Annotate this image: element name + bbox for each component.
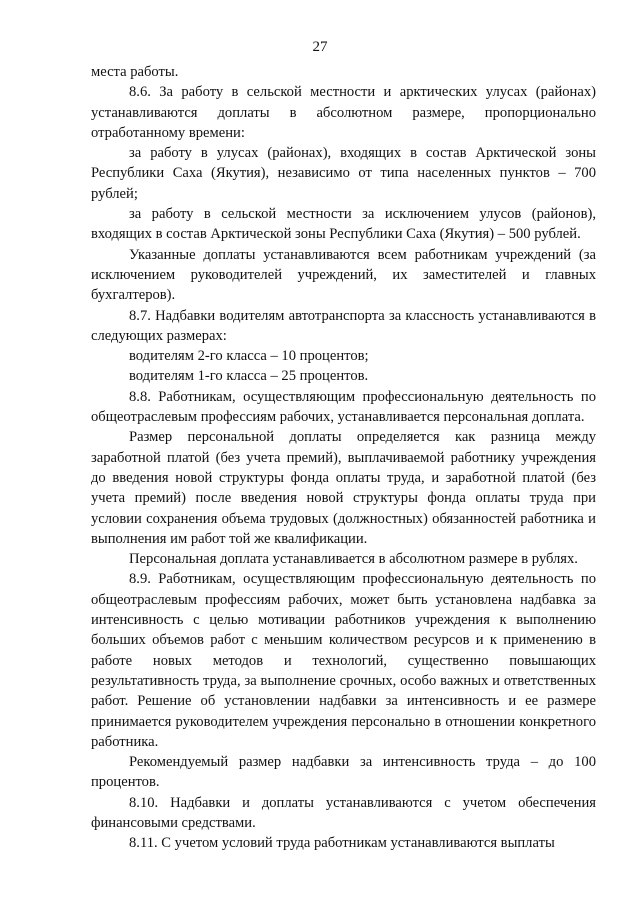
paragraph: 8.11. С учетом условий труда работникам устанавливаются выплаты xyxy=(129,835,555,852)
paragraph: 8.6. За работу в сельской местности и арктических улусах (районах) устанавливаются доплаты в абсолютном размере, пропорционально отработанному времени: xyxy=(91,84,596,141)
paragraph: Рекомендуемый размер надбавки за интенсивность труда – до 100 процентов. xyxy=(91,754,596,791)
paragraph: места работы. xyxy=(91,64,179,80)
paragraph: Персональная доплата устанавливается в абсолютном размере в рублях. xyxy=(129,551,578,568)
paragraph: 8.8. Работникам, осуществляющим профессиональную деятельность по общеотраслевым профессиям рабочих, устанавливается персональная доплата. xyxy=(91,388,596,426)
paragraph: 8.7. Надбавки водителям автотранспорта за классность устанавливаются в следующих размерах: xyxy=(91,307,596,344)
document-body xyxy=(91,62,596,854)
paragraph: 8.10. Надбавки и доплаты устанавливаются с учетом обеспечения финансовыми средствами. xyxy=(91,794,596,831)
paragraph: за работу в сельской местности за исключением улусов (районов), входящих в состав Арктической зоны Республики Саха (Якутия) – 500 рублей. xyxy=(91,206,596,243)
paragraph: 8.9. Работникам, осуществляющим профессиональную деятельность по общеотраслевым профессиям рабочих, может быть установлена надбавка за интенсивность с целью мотивации работников учреждения к выполнению больших объемов работ с меньшим количеством ресурсов и к применению в работе новых методов и технологий, существенно повышающих результативность труда, за выполнение срочных, особо важных и ответственных работ. Решение об установлении надбавки за интенсивность и ее размере принимается руководителем учреждения персонально в отношении конкретного работника. xyxy=(91,571,596,750)
paragraph: за работу в улусах (районах), входящих в состав Арктической зоны Республики Саха (Якутия), независимо от типа населенных пунктов – 700 рублей; xyxy=(91,145,596,202)
paragraph: водителям 2-го класса – 10 процентов; xyxy=(129,348,369,365)
page-number: 27 xyxy=(312,39,328,55)
paragraph: водителям 1-го класса – 25 процентов. xyxy=(129,368,369,385)
paragraph: Указанные доплаты устанавливаются всем работникам учреждений (за исключением руководителей учреждений, их заместителей и главных бухгалтеров). xyxy=(91,246,596,304)
paragraph: Размер персональной доплаты определяется как разница между заработной платой (без учета премий), выплачиваемой работнику учреждения до введения новой структуры фонда оплаты труда, и заработной платой (без учета премий) после введения новой структуры фонда оплаты труда при условии сохранения объема трудовых (должностных) обязанностей работника и выполнения им работ той же квалификации. xyxy=(91,429,596,547)
